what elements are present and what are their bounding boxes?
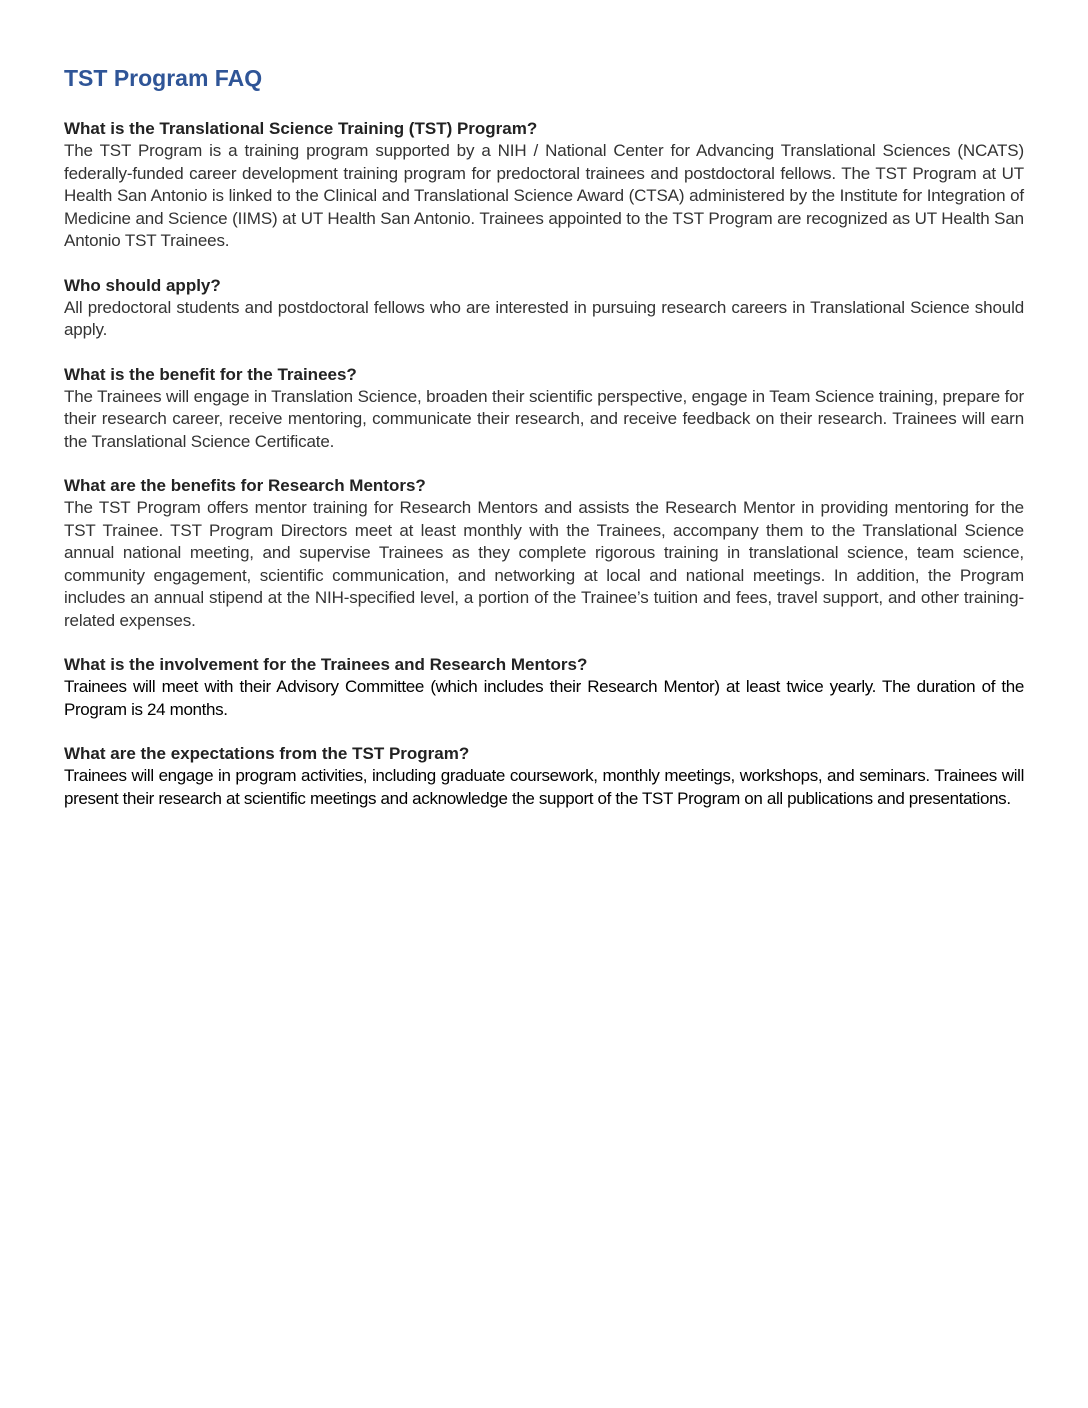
faq-answer: Trainees will meet with their Advisory Committee (which includes their Research Mentor) at least twice yearly. The duration of the Program is 24 months. [64, 677, 1024, 719]
document-title: TST Program FAQ [64, 65, 263, 91]
faq-item-involvement [64, 654, 1024, 721]
faq-item-what-is-tst [64, 118, 1024, 253]
faq-question: What is the Translational Science Training (TST) Program? [64, 119, 538, 138]
faq-question: What are the benefits for Research Mentors? [64, 476, 426, 495]
faq-answer: The TST Program offers mentor training for Research Mentors and assists the Research Mentor in providing mentoring for the TST Trainee. TST Program Directors meet at least monthly with the Trainees, accompany them to the Translational Science annual national meeting, and supervise Trainees as they complete rigorous training in translational science, team science, community engagement, scientific communication, and networking at local and national meetings. In addition, the Program includes an annual stipend at the NIH-specified level, a portion of the Trainee’s tuition and fees, travel support, and other training-related expenses. [64, 498, 1024, 630]
faq-document [64, 60, 1024, 832]
faq-question: What is the involvement for the Trainees and Research Mentors? [64, 655, 588, 674]
faq-question: What are the expectations from the TST Program? [64, 744, 470, 763]
faq-item-mentor-benefits [64, 475, 1024, 632]
faq-answer: The Trainees will engage in Translation Science, broaden their scientific perspective, engage in Team Science training, prepare for their research career, receive mentoring, communicate their research, and receive feedback on their research. Trainees will earn the Translational Science Certificate. [64, 386, 1024, 451]
faq-item-who-should-apply [64, 275, 1024, 342]
faq-question: Who should apply? [64, 275, 221, 295]
faq-item-trainee-benefits [64, 364, 1024, 454]
faq-item-expectations [64, 743, 1024, 810]
faq-answer: The TST Program is a training program supported by a NIH / National Center for Advancing Translational Sciences (NCATS) federally-funded career development training program for predoctoral trainees and postdoctoral fellows. The TST Program at UT Health San Antonio is linked to the Clinical and Translational Science Award (CTSA) administered by the Institute for Integration of Medicine and Science (IIMS) at UT Health San Antonio. Trainees appointed to the TST Program are recognized as UT Health San Antonio TST Trainees. [64, 141, 1024, 250]
faq-answer: All predoctoral students and postdoctoral fellows who are interested in pursuing research careers in Translational Science should apply. [64, 297, 1024, 339]
faq-answer: Trainees will engage in program activities, including graduate coursework, monthly meetings, workshops, and seminars. Trainees will present their research at scientific meetings and acknowledge the support of the TST Program on all publications and presentations. [64, 766, 1024, 808]
faq-question: What is the benefit for the Trainees? [64, 364, 357, 384]
